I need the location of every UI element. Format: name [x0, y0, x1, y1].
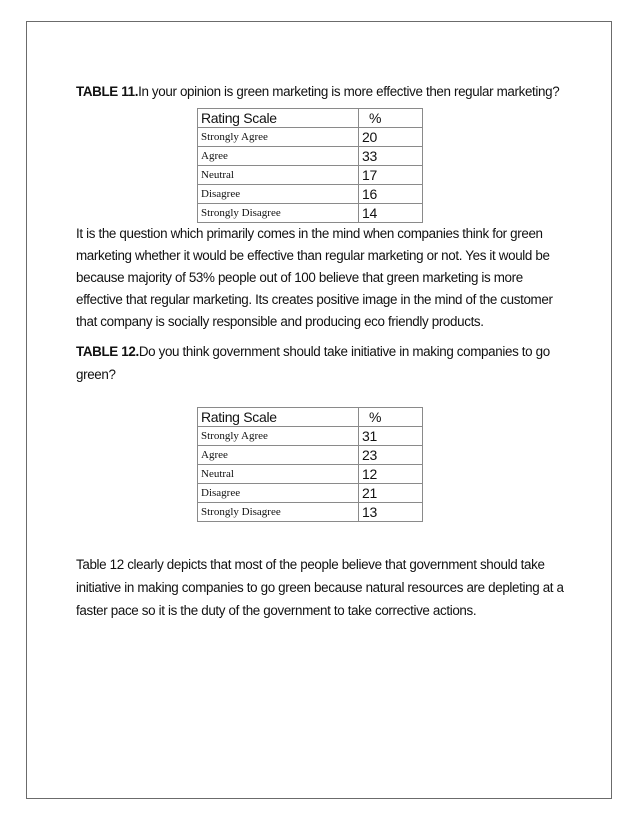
rating-percent: 20 — [359, 128, 423, 147]
table-header-row — [198, 408, 423, 427]
rating-label: Strongly Agree — [198, 128, 359, 147]
rating-percent: 31 — [359, 427, 423, 446]
rating-percent: 14 — [359, 204, 423, 223]
table-row — [198, 128, 423, 147]
table-row — [198, 427, 423, 446]
rating-label: Disagree — [198, 185, 359, 204]
rating-percent: 23 — [359, 446, 423, 465]
table-12-discussion: Table 12 clearly depicts that most of the people believe that government should take initiative in making companies to go green because natural resources are depleting at a faster pace so it is the duty of the government to take corrective actions. — [76, 557, 564, 618]
rating-label: Agree — [198, 446, 359, 465]
table-row — [198, 166, 423, 185]
table-11-discussion: It is the question which primarily comes in the mind when companies think for green marketing whether it would be effective than regular marketing or not. Yes it would be because majority of 53% people out of 100 believe that green marketing is more effective that regular marketing. Its creates positive image in the mind of the customer that company is socially responsible and producing eco friendly products. — [76, 226, 553, 329]
table-row — [198, 484, 423, 503]
table-12-question: Do you think government should take initiative in making companies to go green? — [76, 344, 550, 382]
table-row — [198, 465, 423, 484]
table-header-row — [198, 109, 423, 128]
table-row — [198, 185, 423, 204]
rating-label: Disagree — [198, 484, 359, 503]
header-rating-scale: Rating Scale — [198, 408, 359, 427]
rating-percent: 13 — [359, 503, 423, 522]
rating-percent: 17 — [359, 166, 423, 185]
table-row — [198, 147, 423, 166]
table-12-label: TABLE 12. — [76, 344, 139, 359]
rating-percent: 16 — [359, 185, 423, 204]
document-body — [76, 80, 568, 622]
table-row — [198, 446, 423, 465]
rating-label: Neutral — [198, 166, 359, 185]
rating-label: Strongly Agree — [198, 427, 359, 446]
table-11-caption — [76, 80, 568, 103]
rating-label: Strongly Disagree — [198, 503, 359, 522]
header-percent: % — [359, 109, 423, 128]
header-percent: % — [359, 408, 423, 427]
rating-label: Neutral — [198, 465, 359, 484]
table-12 — [197, 407, 423, 522]
table-11 — [197, 108, 423, 223]
table-11-label: TABLE 11. — [76, 84, 139, 99]
table-11-question: In your opinion is green marketing is more effective then regular marketing? — [138, 84, 560, 99]
header-rating-scale: Rating Scale — [198, 109, 359, 128]
table-row — [198, 503, 423, 522]
rating-label: Agree — [198, 147, 359, 166]
table-12-caption — [76, 340, 568, 386]
table-row — [198, 204, 423, 223]
rating-percent: 21 — [359, 484, 423, 503]
rating-percent: 12 — [359, 465, 423, 484]
rating-label: Strongly Disagree — [198, 204, 359, 223]
rating-percent: 33 — [359, 147, 423, 166]
